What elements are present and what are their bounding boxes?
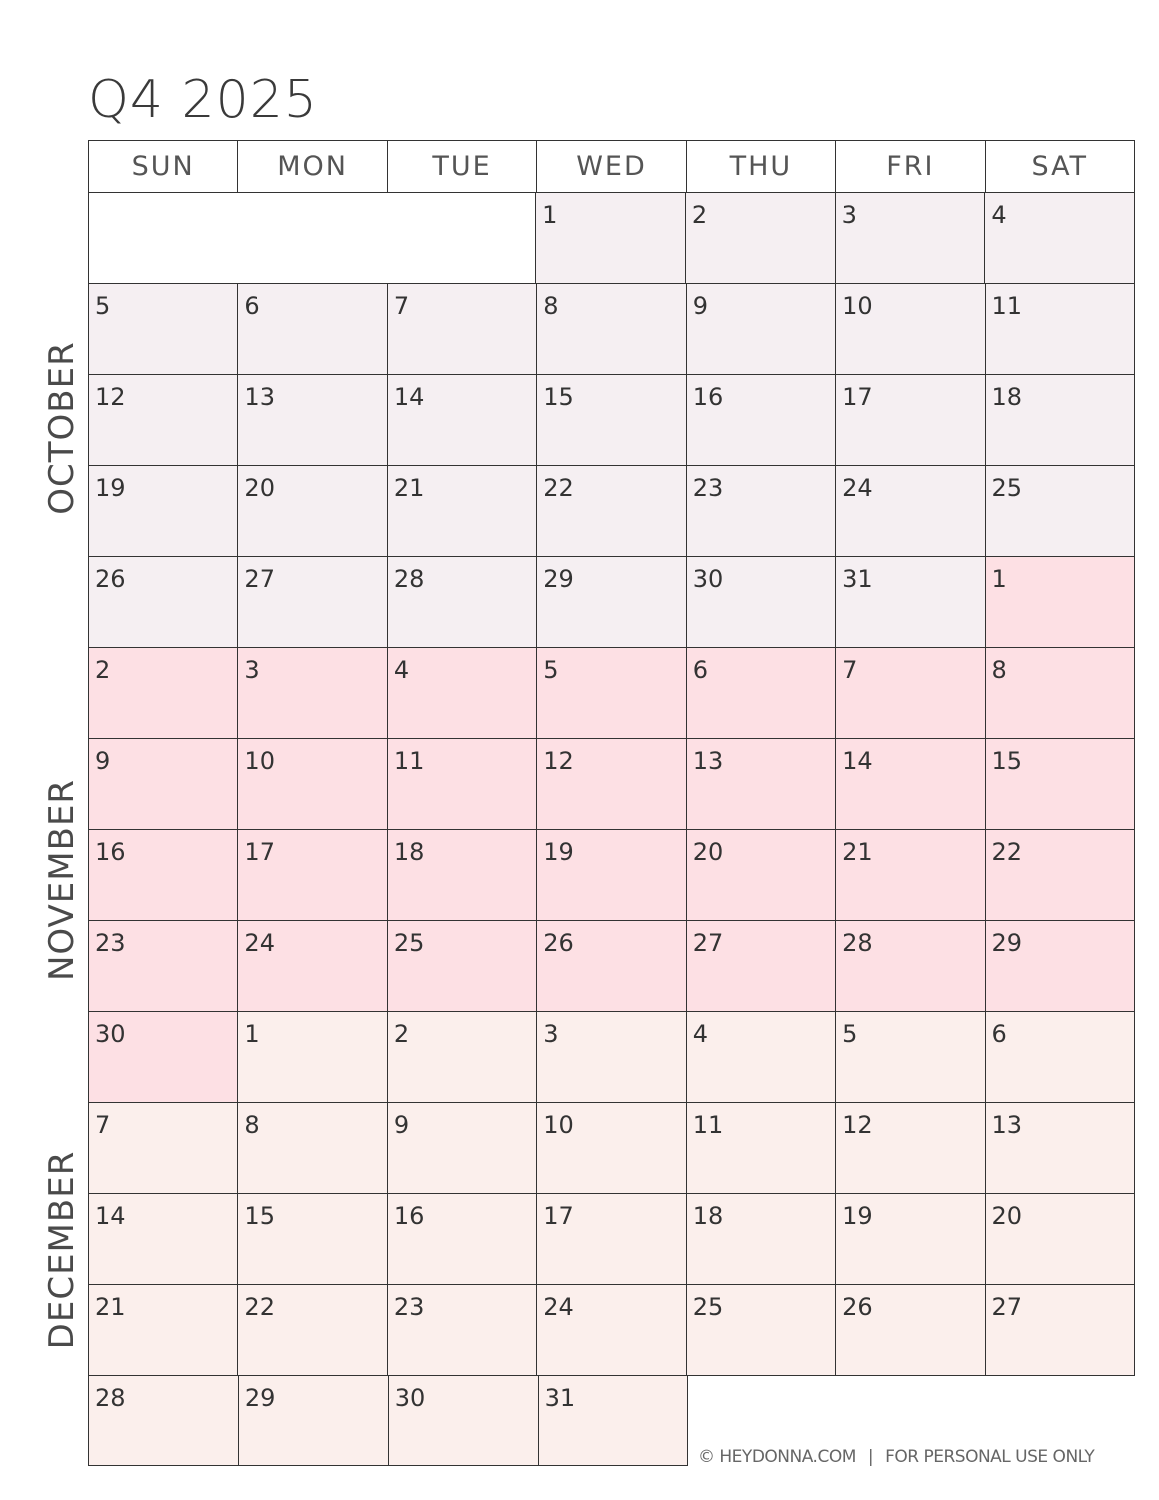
day-cell-oct[interactable]	[835, 374, 984, 465]
day-number: 9	[393, 1111, 410, 1139]
day-number: 22	[244, 1293, 275, 1321]
day-number: 21	[393, 474, 425, 502]
day-cell-oct[interactable]	[237, 465, 386, 556]
day-number: 3	[244, 656, 260, 684]
day-cell-nov[interactable]	[686, 829, 835, 920]
day-number: 2	[691, 201, 708, 229]
day-number: 13	[692, 747, 724, 775]
week-row	[88, 920, 1135, 1011]
day-cell-nov[interactable]	[536, 738, 685, 829]
day-number: 30	[95, 1020, 126, 1048]
day-cell-nov[interactable]	[88, 829, 237, 920]
day-cell-dec[interactable]	[536, 1011, 685, 1102]
day-number: 21	[842, 838, 873, 866]
day-number: 24	[842, 474, 873, 502]
day-number: 8	[991, 656, 1007, 684]
weeks	[88, 192, 1135, 1466]
empty-cell	[238, 192, 387, 283]
weekday-thu: THU	[687, 141, 836, 192]
day-cell-dec[interactable]	[536, 1193, 685, 1284]
week-row	[88, 647, 1135, 738]
day-number: 10	[543, 1111, 574, 1139]
day-cell-oct[interactable]	[535, 192, 685, 283]
weekday-wed: WED	[537, 141, 686, 192]
day-cell-oct[interactable]	[835, 556, 984, 647]
day-cell-oct[interactable]	[88, 465, 237, 556]
weekday-header	[88, 140, 1135, 192]
day-cell-dec[interactable]	[985, 1193, 1135, 1284]
day-number: 26	[95, 565, 126, 593]
day-cell-oct[interactable]	[835, 283, 984, 374]
day-number: 9	[692, 292, 708, 320]
day-cell-nov[interactable]	[835, 738, 984, 829]
day-number: 27	[991, 1293, 1023, 1321]
weekday-tue: TUE	[388, 141, 537, 192]
week-row	[88, 829, 1135, 920]
day-number: 15	[991, 747, 1023, 775]
weekday-sun: SUN	[89, 141, 238, 192]
day-number: 15	[543, 383, 574, 411]
day-cell-nov[interactable]	[985, 738, 1135, 829]
empty-cell	[88, 192, 238, 283]
day-cell-oct[interactable]	[88, 374, 237, 465]
day-cell-dec[interactable]	[237, 1193, 386, 1284]
day-cell-nov[interactable]	[835, 920, 984, 1011]
day-cell-dec[interactable]	[686, 1284, 835, 1375]
day-cell-nov[interactable]	[88, 920, 237, 1011]
day-number: 23	[95, 929, 126, 957]
day-cell-oct[interactable]	[686, 465, 835, 556]
page-title: Q4 2025	[88, 70, 318, 130]
footer-separator: |	[867, 1447, 874, 1467]
day-cell-nov[interactable]	[985, 647, 1135, 738]
day-number: 24	[543, 1293, 574, 1321]
day-cell-nov[interactable]	[237, 738, 386, 829]
day-cell-oct[interactable]	[686, 283, 835, 374]
day-number: 16	[95, 838, 126, 866]
weekday-mon: MON	[238, 141, 387, 192]
day-cell-oct[interactable]	[387, 556, 536, 647]
day-number: 27	[244, 565, 275, 593]
day-cell-nov[interactable]	[387, 647, 536, 738]
day-cell-oct[interactable]	[536, 465, 685, 556]
day-number: 11	[692, 1111, 724, 1139]
day-cell-oct[interactable]	[686, 556, 835, 647]
day-number: 8	[244, 1111, 260, 1139]
day-number: 25	[393, 929, 425, 957]
day-number: 28	[95, 1384, 126, 1412]
day-number: 11	[393, 747, 425, 775]
day-cell-dec[interactable]	[985, 1102, 1135, 1193]
day-number: 30	[394, 1384, 426, 1412]
day-number: 1	[991, 565, 1007, 593]
day-cell-dec[interactable]	[388, 1375, 538, 1466]
day-cell-oct[interactable]	[387, 283, 536, 374]
day-number: 15	[244, 1202, 275, 1230]
day-cell-dec[interactable]	[88, 1375, 238, 1466]
day-number: 4	[991, 201, 1007, 229]
day-cell-oct[interactable]	[536, 283, 685, 374]
day-cell-oct[interactable]	[984, 192, 1135, 283]
footer	[698, 1447, 1094, 1467]
day-number: 12	[842, 1111, 873, 1139]
day-number: 14	[393, 383, 425, 411]
day-cell-dec[interactable]	[237, 1284, 386, 1375]
day-cell-nov[interactable]	[237, 920, 386, 1011]
day-cell-nov[interactable]	[387, 920, 536, 1011]
day-number: 18	[692, 1202, 724, 1230]
day-cell-oct[interactable]	[237, 283, 386, 374]
day-number: 16	[393, 1202, 425, 1230]
month-label-october: OCTOBER	[42, 341, 82, 515]
day-cell-dec[interactable]	[538, 1375, 688, 1466]
day-number: 30	[692, 565, 724, 593]
day-number: 6	[991, 1020, 1007, 1048]
week-row	[88, 738, 1135, 829]
day-number: 9	[95, 747, 111, 775]
day-number: 22	[991, 838, 1023, 866]
day-cell-dec[interactable]	[88, 1193, 237, 1284]
day-cell-nov[interactable]	[985, 556, 1135, 647]
day-cell-dec[interactable]	[835, 1011, 984, 1102]
day-number: 7	[95, 1111, 111, 1139]
day-cell-dec[interactable]	[237, 1011, 386, 1102]
day-cell-dec[interactable]	[387, 1102, 536, 1193]
week-row	[88, 1102, 1135, 1193]
day-cell-oct[interactable]	[88, 283, 237, 374]
day-cell-oct[interactable]	[237, 374, 386, 465]
day-number: 25	[692, 1293, 724, 1321]
day-number: 3	[841, 201, 857, 229]
day-number: 29	[543, 565, 574, 593]
day-cell-dec[interactable]	[238, 1375, 388, 1466]
day-number: 31	[842, 565, 873, 593]
day-number: 29	[244, 1384, 276, 1412]
day-cell-dec[interactable]	[536, 1284, 685, 1375]
day-cell-oct[interactable]	[536, 374, 685, 465]
day-cell-nov[interactable]	[686, 920, 835, 1011]
week-row	[88, 283, 1135, 374]
empty-cell	[386, 192, 535, 283]
day-cell-oct[interactable]	[88, 556, 237, 647]
day-number: 18	[991, 383, 1023, 411]
day-cell-oct[interactable]	[685, 192, 835, 283]
day-number: 2	[393, 1020, 410, 1048]
day-cell-nov[interactable]	[686, 647, 835, 738]
day-cell-nov[interactable]	[686, 738, 835, 829]
day-cell-dec[interactable]	[835, 1102, 984, 1193]
day-number: 27	[692, 929, 724, 957]
day-cell-oct[interactable]	[985, 283, 1135, 374]
day-number: 22	[543, 474, 574, 502]
day-number: 4	[692, 1020, 708, 1048]
day-number: 6	[244, 292, 260, 320]
day-cell-dec[interactable]	[88, 1102, 237, 1193]
day-number: 24	[244, 929, 275, 957]
day-cell-oct[interactable]	[237, 556, 386, 647]
day-cell-dec[interactable]	[536, 1102, 685, 1193]
day-number: 1	[244, 1020, 260, 1048]
usage-notice: FOR PERSONAL USE ONLY	[885, 1447, 1095, 1467]
day-cell-nov[interactable]	[387, 738, 536, 829]
day-cell-oct[interactable]	[536, 556, 685, 647]
day-cell-oct[interactable]	[387, 374, 536, 465]
day-number: 20	[244, 474, 275, 502]
day-number: 23	[692, 474, 724, 502]
calendar-grid	[88, 140, 1135, 1466]
day-number: 6	[692, 656, 708, 684]
week-row	[88, 374, 1135, 465]
day-number: 20	[991, 1202, 1023, 1230]
day-number: 20	[692, 838, 724, 866]
day-cell-dec[interactable]	[835, 1284, 984, 1375]
weekday-fri: FRI	[836, 141, 985, 192]
day-number: 5	[543, 656, 559, 684]
day-number: 10	[842, 292, 873, 320]
day-cell-oct[interactable]	[387, 465, 536, 556]
day-number: 14	[842, 747, 873, 775]
day-cell-nov[interactable]	[88, 738, 237, 829]
day-cell-oct[interactable]	[835, 465, 984, 556]
week-row	[88, 1284, 1135, 1375]
day-cell-dec[interactable]	[387, 1284, 536, 1375]
weekday-sat: SAT	[1031, 151, 1088, 182]
day-number: 5	[842, 1020, 858, 1048]
day-number: 12	[95, 383, 126, 411]
day-cell-dec[interactable]	[237, 1102, 386, 1193]
day-number: 19	[842, 1202, 873, 1230]
day-cell-nov[interactable]	[237, 647, 386, 738]
day-number: 11	[991, 292, 1023, 320]
day-number: 13	[991, 1111, 1023, 1139]
day-cell-nov[interactable]	[536, 829, 685, 920]
day-number: 3	[543, 1020, 559, 1048]
day-number: 8	[543, 292, 559, 320]
day-cell-dec[interactable]	[686, 1102, 835, 1193]
day-number: 1	[542, 201, 558, 229]
day-number: 2	[95, 656, 111, 684]
day-cell-dec[interactable]	[88, 1284, 237, 1375]
week-row	[88, 465, 1135, 556]
day-number: 4	[393, 656, 410, 684]
day-number: 12	[543, 747, 574, 775]
day-cell-dec[interactable]	[985, 1011, 1135, 1102]
day-cell-dec[interactable]	[387, 1193, 536, 1284]
day-cell-nov[interactable]	[536, 647, 685, 738]
day-cell-nov[interactable]	[387, 829, 536, 920]
day-number: 18	[393, 838, 425, 866]
day-cell-dec[interactable]	[835, 1193, 984, 1284]
day-number: 10	[244, 747, 275, 775]
day-number: 23	[393, 1293, 425, 1321]
day-cell-dec[interactable]	[387, 1011, 536, 1102]
day-cell-nov[interactable]	[237, 829, 386, 920]
month-label-december: DECEMBER	[42, 1150, 82, 1350]
day-cell-oct[interactable]	[686, 374, 835, 465]
day-cell-nov[interactable]	[835, 829, 984, 920]
day-number: 29	[991, 929, 1023, 957]
day-cell-dec[interactable]	[985, 1284, 1135, 1375]
day-number: 17	[543, 1202, 574, 1230]
copyright-text: © HEYDONNA.COM	[698, 1447, 856, 1467]
day-number: 5	[95, 292, 111, 320]
week-row	[88, 192, 1135, 283]
day-cell-nov[interactable]	[88, 1011, 237, 1102]
day-number: 28	[393, 565, 425, 593]
day-number: 26	[543, 929, 574, 957]
day-number: 13	[244, 383, 275, 411]
day-number: 21	[95, 1293, 126, 1321]
day-cell-oct[interactable]	[835, 192, 985, 283]
day-cell-nov[interactable]	[835, 647, 984, 738]
day-cell-nov[interactable]	[985, 829, 1135, 920]
week-row	[88, 1011, 1135, 1102]
day-number: 26	[842, 1293, 873, 1321]
day-cell-oct[interactable]	[985, 465, 1135, 556]
week-row	[88, 1193, 1135, 1284]
month-label-november: NOVEMBER	[42, 778, 82, 982]
day-cell-nov[interactable]	[985, 920, 1135, 1011]
day-number: 7	[393, 292, 410, 320]
day-cell-nov[interactable]	[88, 647, 237, 738]
day-cell-nov[interactable]	[536, 920, 685, 1011]
week-row	[88, 556, 1135, 647]
day-number: 31	[544, 1384, 576, 1412]
day-number: 25	[991, 474, 1023, 502]
day-cell-oct[interactable]	[985, 374, 1135, 465]
day-cell-dec[interactable]	[686, 1011, 835, 1102]
day-cell-dec[interactable]	[686, 1193, 835, 1284]
day-number: 7	[842, 656, 858, 684]
day-number: 28	[842, 929, 873, 957]
day-number: 17	[244, 838, 275, 866]
day-number: 17	[842, 383, 873, 411]
day-number: 19	[543, 838, 574, 866]
day-number: 16	[692, 383, 724, 411]
day-number: 19	[95, 474, 126, 502]
day-number: 14	[95, 1202, 126, 1230]
